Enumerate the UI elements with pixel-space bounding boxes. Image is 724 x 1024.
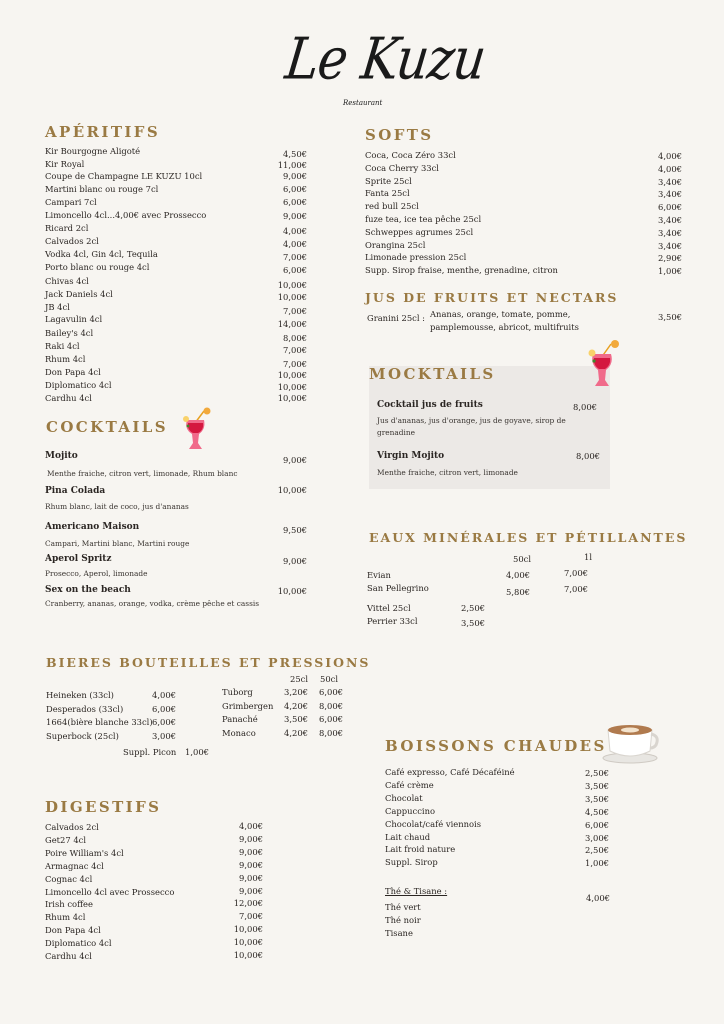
eaux-col-50cl: 50cl [513,554,532,564]
cocktail-desc: Campari, Martini blanc, Martini rouge [45,539,190,548]
soft-name: Coca, Coca Zéro 33cl [365,150,456,160]
jus-title: JUS DE FRUITS ET NECTARS [365,290,619,305]
eaux-title: EAUX MINÉRALES ET PÉTILLANTES [369,530,688,545]
biere-pression-price-50: 6,00€ [319,714,343,724]
cocktail-name: Aperol Spritz [45,554,112,564]
biere-pression-name: Tuborg [222,687,253,697]
eaux-price: 7,00€ [564,568,588,578]
chaude-name: Café expresso, Café Décaféiné [385,767,515,777]
biere-pression-price-50: 6,00€ [319,687,343,697]
digestif-price: 7,00€ [239,911,263,922]
chaude-price: 3,00€ [585,832,609,843]
chaudes-title: BOISSONS CHAUDES [385,737,607,755]
chaude-price: 2,50€ [585,845,609,856]
cocktail-desc: Cranberry, ananas, orange, vodka, crème pêche et cassis [45,599,260,608]
chaude-name: Café crème [385,779,434,790]
aperitif-name: Martini blanc ou rouge 7cl [45,184,159,194]
digestif-name: Diplomatico 4cl [45,938,112,949]
digestif-price: 9,00€ [239,833,263,844]
soft-name: Fanta 25cl [365,188,410,199]
soft-name: Limonade pression 25cl [365,252,467,263]
biere-pression-name: Grimbergen [222,700,274,711]
bieres-col-25cl: 25cl [290,674,309,684]
biere-pression-price-25: 4,20€ [284,700,308,711]
eaux-name: San Pellegrino [367,583,429,593]
aperitif-name: JB 4cl [45,302,70,312]
soft-price: 3,40€ [658,176,682,187]
aperitif-price: 10,00€ [277,393,307,403]
aperitif-price: 11,00€ [277,160,307,170]
cocktail-desc: Prosecco, Aperol, limonade [45,569,148,578]
chaude-price: 4,50€ [585,806,609,817]
soft-name: Coca Cherry 33cl [365,162,439,173]
aperitif-name: Coupe de Champagne LE KUZU 10cl [45,171,203,181]
the-price: 4,00€ [586,893,610,903]
digestif-name: Cognac 4cl [45,873,93,884]
soft-price: 3,40€ [658,189,682,200]
chaude-name: Lait chaud [385,831,431,842]
aperitif-price: 9,00€ [283,171,307,181]
eaux-price: 3,50€ [461,618,485,628]
digestif-name: Limoncello 4cl avec Prossecco [45,886,175,897]
cocktail-price: 10,00€ [277,586,307,596]
chaude-name: Chocolat/café viennois [385,818,482,829]
chaude-price: 2,50€ [585,768,609,778]
eaux-price: 7,00€ [564,584,588,594]
cocktail-price: 9,00€ [283,556,307,566]
aperitif-name: Raki 4cl [45,341,80,351]
soft-name: Supp. Sirop fraise, menthe, grenadine, citron [365,265,558,276]
cocktail-name: Pina Colada [45,486,106,496]
aperitif-name: Kir Bourgogne Aligoté [45,146,141,156]
soft-price: 4,00€ [658,163,682,174]
biere-pression-name: Panaché [222,714,258,724]
softs-title: SOFTS [365,126,434,144]
jus-line1: Ananas, orange, tomate, pomme, [430,309,571,319]
bieres-title: BIERES BOUTEILLES ET PRESSIONS [46,655,371,670]
aperitif-price: 6,00€ [283,265,307,275]
the-item: Thé noir [385,915,421,925]
digestif-name: Don Papa 4cl [45,925,101,936]
aperitif-name: Ricard 2cl [45,223,89,233]
aperitif-price: 10,00€ [277,382,307,392]
mocktail-desc: Menthe fraiche, citron vert, limonade [377,468,518,477]
soft-name: Schweppes agrumes 25cl [365,226,474,237]
chaude-name: Chocolat [385,792,423,803]
aperitif-price: 4,50€ [283,149,307,159]
mocktail-price: 8,00€ [576,451,600,461]
eaux-name: Evian [367,570,391,580]
aperitif-name: Bailey's 4cl [45,328,94,338]
jus-line2: pamplemousse, abricot, multifruits [430,322,579,332]
digestif-price: 9,00€ [239,846,263,857]
soft-price: 3,40€ [658,227,682,238]
soft-name: Orangina 25cl [365,239,426,250]
cocktail-price: 9,00€ [283,455,307,465]
mocktail-name: Virgin Mojito [377,451,445,461]
digestif-name: Rhum 4cl [45,912,86,923]
chaude-price: 6,00€ [585,819,609,830]
coffee-cup-icon [600,718,662,764]
soft-price: 3,40€ [658,240,682,251]
biere-bouteille-name: Desperados (33cl) [46,703,124,714]
digestif-price: 12,00€ [233,898,263,909]
digestif-name: Irish coffee [45,899,93,910]
aperitif-name: Kir Royal [45,159,85,169]
eaux-price: 2,50€ [461,603,485,613]
mocktail-price: 8,00€ [573,402,597,412]
cocktail-glass-icon [585,336,629,392]
aperitif-price: 7,00€ [283,306,307,316]
aperitif-name: Campari 7cl [45,197,97,207]
biere-pression-price-25: 3,50€ [284,714,308,724]
cocktails-title: COCKTAILS [46,418,168,436]
aperitif-name: Don Papa 4cl [45,367,101,377]
soft-name: red bull 25cl [365,201,419,212]
biere-bouteille-name: Heineken (33cl) [46,690,114,700]
cocktail-price: 9,50€ [283,525,307,535]
aperitif-name: Chivas 4cl [45,276,89,286]
soft-price: 1,00€ [658,266,682,277]
chaude-price: 3,50€ [585,793,609,804]
aperitif-price: 9,00€ [283,211,307,221]
biere-bouteille-price: 6,00€ [152,717,176,727]
chaude-name: Lait froid nature [385,844,456,855]
aperitif-price: 4,00€ [283,226,307,236]
aperitif-name: Limoncello 4cl...4,00€ avec Prossecco [45,210,207,220]
soft-name: Sprite 25cl [365,175,412,186]
digestif-name: Cardhu 4cl [45,951,92,961]
logo-subtitle: Restaurant [343,99,383,107]
eaux-price: 5,80€ [506,587,530,597]
aperitif-price: 10,00€ [277,280,307,290]
bieres-col-50cl: 50cl [320,674,339,684]
soft-price: 6,00€ [658,202,682,213]
digestif-price: 9,00€ [239,885,263,896]
cocktail-desc: Menthe fraiche, citron vert, limonade, Rhum blanc [47,469,238,478]
digestif-price: 4,00€ [239,821,263,831]
chaude-name: Suppl. Sirop [385,857,438,868]
biere-pression-price-50: 8,00€ [319,727,343,738]
eaux-name: Perrier 33cl [367,616,418,626]
aperitif-price: 6,00€ [283,184,307,194]
cocktail-desc: Rhum blanc, lait de coco, jus d'ananas [45,502,189,511]
digestif-price: 9,00€ [239,859,263,870]
mocktail-desc: Jus d'ananas, jus d'orange, jus de goyave, sirop de [377,416,566,425]
aperitif-price: 14,00€ [277,319,307,329]
biere-pression-name: Monaco [222,727,256,738]
biere-bouteille-name: 1664(bière blanche 33cl) [46,717,153,727]
biere-bouteille-name: Superbock (25cl) [46,730,119,741]
biere-bouteille-price: 4,00€ [152,690,176,700]
eaux-name: Vittel 25cl [367,603,411,613]
digestif-name: Calvados 2cl [45,822,99,832]
aperitif-name: Porto blanc ou rouge 4cl [45,262,150,272]
cocktail-name: Mojito [45,451,78,461]
digestif-name: Poire William's 4cl [45,847,124,858]
picon-price: 1,00€ [185,747,209,757]
digestif-price: 10,00€ [233,924,263,935]
biere-bouteille-price: 6,00€ [152,703,176,714]
the-item: Tisane [385,928,413,938]
biere-pression-price-25: 4,20€ [284,727,308,738]
logo: Le Kuzu [281,25,489,93]
aperitifs-title: APÉRITIFS [45,123,161,141]
soft-price: 4,00€ [658,151,682,161]
soft-name: fuze tea, ice tea pêche 25cl [365,214,482,224]
aperitif-price: 7,00€ [283,252,307,262]
digestif-price: 10,00€ [233,950,263,960]
soft-price: 2,90€ [658,253,682,264]
mocktail-desc: grenadine [377,428,416,437]
jus-price: 3,50€ [658,312,682,322]
chaude-price: 3,50€ [585,780,609,791]
the-item: Thé vert [385,902,421,912]
eaux-col-1l: 1l [584,552,593,562]
eaux-price: 4,00€ [506,570,530,580]
aperitif-name: Diplomatico 4cl [45,380,112,390]
cocktail-glass-icon [180,404,220,454]
picon-label: Suppl. Picon [123,747,177,757]
chaude-price: 1,00€ [585,858,609,869]
aperitif-price: 7,00€ [283,345,307,355]
cocktail-name: Americano Maison [45,522,140,532]
chaude-name: Cappuccino [385,805,436,816]
aperitif-price: 8,00€ [283,333,307,343]
cocktail-price: 10,00€ [277,485,307,495]
digestifs-title: DIGESTIFS [45,798,162,816]
digestif-price: 9,00€ [239,872,263,883]
mocktail-name: Cocktail jus de fruits [377,400,483,410]
digestif-name: Armagnac 4cl [45,860,104,871]
aperitif-name: Jack Daniels 4cl [45,289,113,299]
aperitif-price: 7,00€ [283,359,307,369]
aperitif-price: 10,00€ [277,370,307,380]
biere-pression-price-25: 3,20€ [284,687,308,697]
aperitif-price: 4,00€ [283,239,307,249]
biere-pression-price-50: 8,00€ [319,700,343,711]
digestif-price: 10,00€ [233,937,263,948]
digestif-name: Get27 4cl [45,834,87,845]
biere-bouteille-price: 3,00€ [152,730,176,741]
aperitif-name: Vodka 4cl, Gin 4cl, Tequila [45,249,158,259]
cocktail-name: Sex on the beach [45,585,131,595]
aperitif-name: Cardhu 4cl [45,393,92,403]
soft-price: 3,40€ [658,215,682,225]
aperitif-name: Rhum 4cl [45,354,86,364]
aperitif-price: 10,00€ [277,292,307,302]
aperitif-name: Calvados 2cl [45,236,99,246]
aperitif-name: Lagavulin 4cl [45,314,103,324]
jus-name: Granini 25cl : [367,313,426,323]
mocktails-title: MOCKTAILS [369,365,496,383]
aperitif-price: 6,00€ [283,197,307,207]
the-title: Thé & Tisane : [385,886,448,896]
